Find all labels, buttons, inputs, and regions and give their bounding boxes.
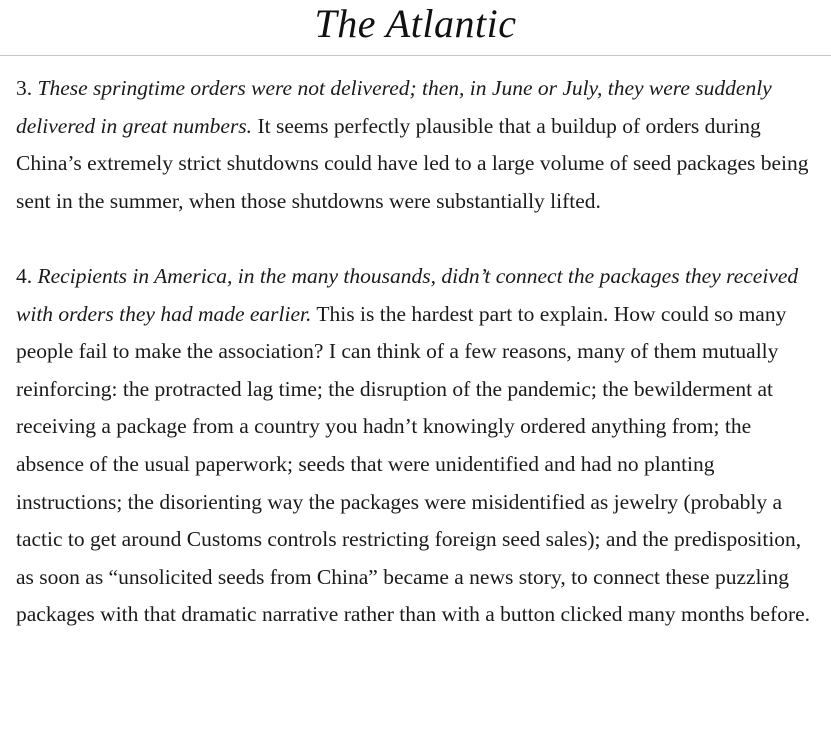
paragraph-body: This is the hardest part to explain. How could so many people fail to make the association? I can think of a few reasons, many of them mutually reinforcing: the protracted lag time; the disruption of the pandemic; the bewilderment at receiving a package from a country you hadn’t knowingly ordered anything from; the absence of the usual paperwork; seeds that were unidentified and had no planting instructions; the disorienting way the packages were misidentified as jewelry (probably a tactic to get around Customs controls restricting foreign seed sales); and the predisposition, as soon as “unsolicited seeds from China” became a news story, to connect these puzzling packages with that dramatic narrative rather than with a button clicked many months before. (16, 301, 811, 627)
article-body (16, 70, 816, 634)
article-paragraph-3 (16, 70, 816, 220)
paragraph-lead: Recipients in America, in the many thousands, didn’t connect the packages they received with orders they had made earlier. (16, 263, 799, 326)
paragraph-body: It seems perfectly plausible that a buildup of orders during China’s extremely strict shutdowns could have led to a large volume of seed packages being sent in the summer, when those shutdowns were substantially lifted. (16, 113, 809, 213)
masthead-title[interactable]: The Atlantic (314, 1, 517, 46)
article-paragraph-4 (16, 258, 816, 634)
paragraph-number: 4. (16, 263, 33, 288)
masthead (0, 0, 831, 56)
paragraph-lead: These springtime orders were not delivered; then, in June or July, they were suddenly delivered in great numbers. (16, 76, 772, 138)
paragraph-number: 3. (16, 76, 33, 100)
